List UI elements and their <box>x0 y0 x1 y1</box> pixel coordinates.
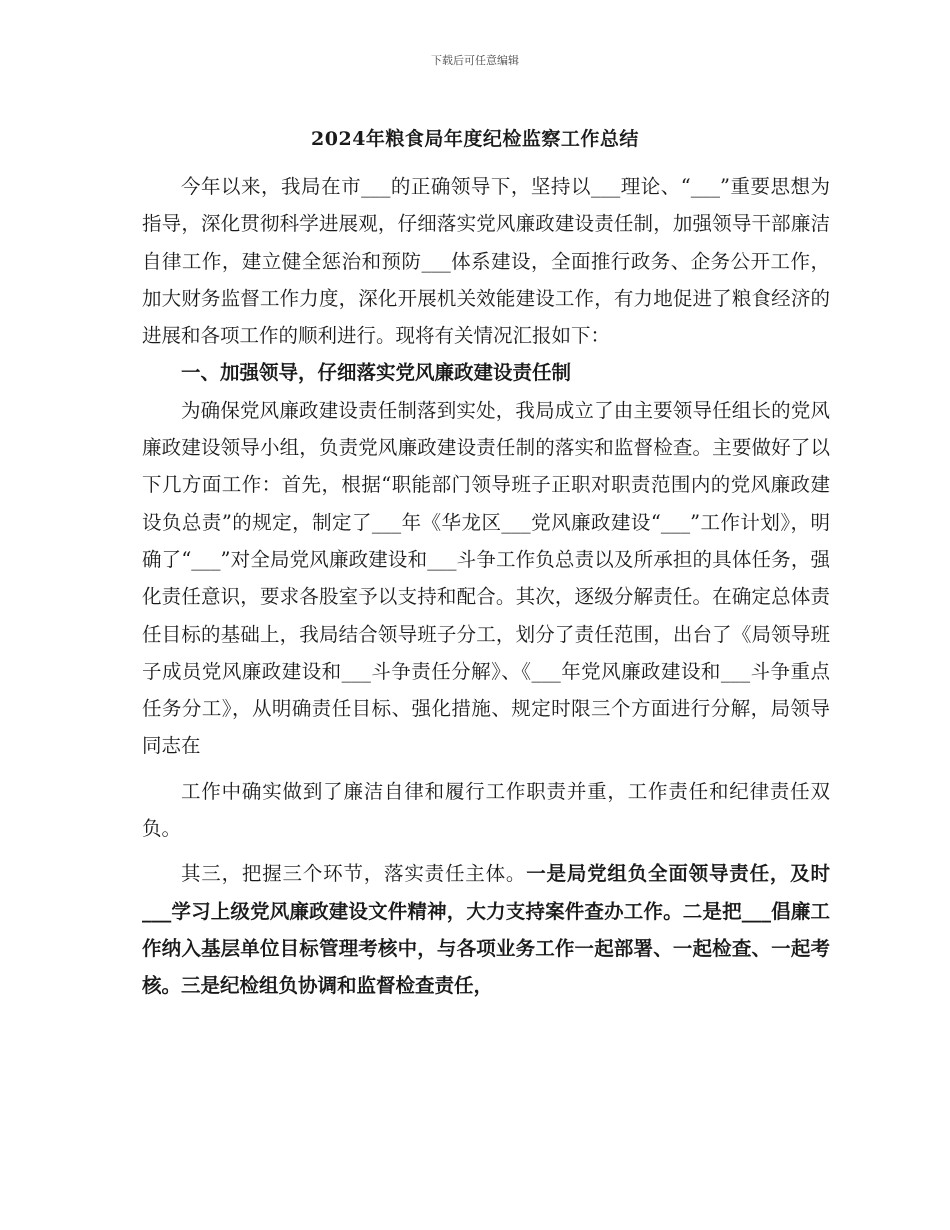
header-note: 下载后可任意编辑 <box>431 54 519 67</box>
document-body <box>142 168 830 1005</box>
paragraph-responsibility: 为确保党风廉政建设责任制落到实处，我局成立了由主要领导任组长的党风廉政建设领导小组，负责党风廉政建设责任制的落实和监督检查。主要做好了以下几方面工作：首先，根据“职能部门领导班子正职对职责范围内的党风廉政建设负总责”的规定，制定了___年《华龙区___党风廉政建设“___”工作计划》，明确了“___”对全局党风廉政建设和___斗争工作负总责以及所承担的具体任务，强化责任意识，要求各股室予以支持和配合。其次，逐级分解责任。在确定总体责任目标的基础上，我局结合领导班子分工，划分了责任范围，出台了《局领导班子成员党风廉政建设和___斗争责任分解》、《___年党风廉政建设和___斗争重点任务分工》，从明确责任目标、强化措施、规定时限三个方面进行分解，局领导同志在 <box>142 398 830 758</box>
paragraph-bold-text: 一是局党组负全面领导责任，及时___学习上级党风廉政建设文件精神，大力支持案件查办工作。二是把___倡廉工作纳入基层单位目标管理考核中，与各项业务工作一起部署、一起检查、一起考核。三是纪检组负协调和监督检查责任， <box>142 862 830 998</box>
paragraph-intro: 今年以来，我局在市___的正确领导下，坚持以___理论、“___”重要思想为指导，深化贯彻科学进展观，仔细落实党风廉政建设责任制，加强领导干部廉洁自律工作，建立健全惩治和预防___体系建设，全面推行政务、企务公开工作，加大财务监督工作力度，深化开展机关效能建设工作，有力地促进了粮食经济的进展和各项工作的顺利进行。现将有关情况汇报如下： <box>142 175 830 348</box>
paragraph-lead-text: 其三，把握三个环节，落实责任主体。 <box>181 862 527 886</box>
section-heading-1: 一、加强领导，仔细落实党风廉政建设责任制 <box>181 361 572 385</box>
document-title: 2024年粮食局年度纪检监察工作总结 <box>311 128 639 150</box>
paragraph-continuation: 工作中确实做到了廉洁自律和履行工作职责并重，工作责任和纪律责任双负。 <box>142 779 830 841</box>
paragraph-three-links <box>142 855 830 1004</box>
